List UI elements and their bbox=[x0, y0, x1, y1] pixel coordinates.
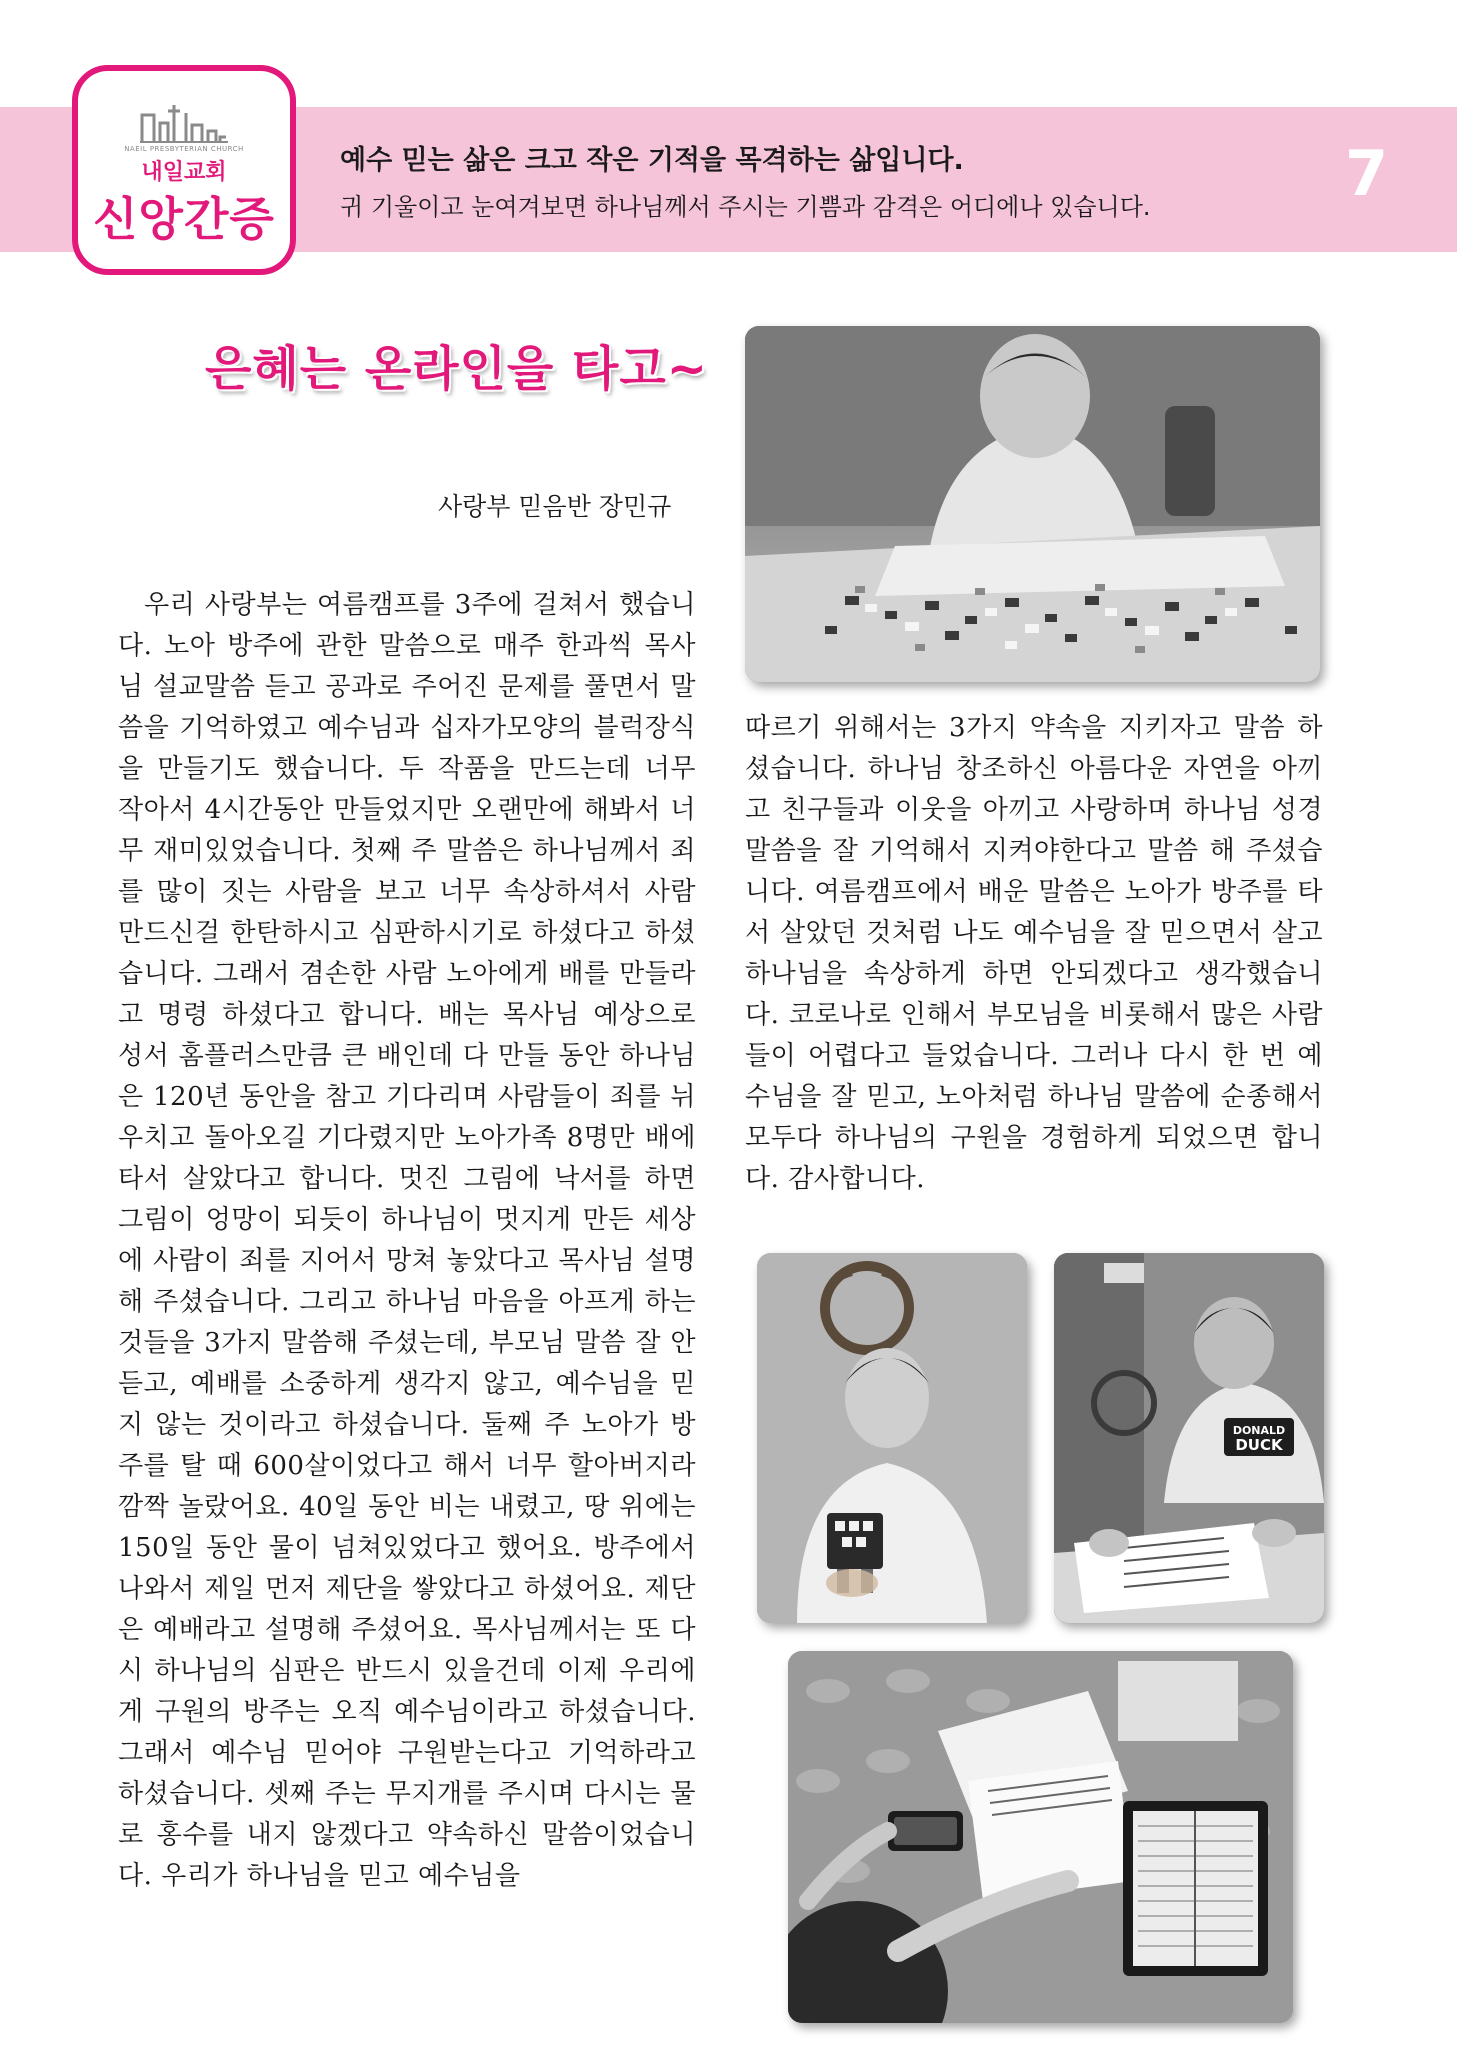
header-subline: 귀 기울이고 눈여겨보면 하나님께서 주시는 기쁨과 감격은 어디에나 있습니다. bbox=[340, 193, 1151, 221]
section-name: 신앙간증 bbox=[93, 192, 275, 246]
page-number: 7 bbox=[1345, 137, 1389, 210]
article-byline: 사랑부 믿음반 장민규 bbox=[438, 492, 672, 521]
photo-holding-craft bbox=[757, 1253, 1027, 1623]
photo-block-building bbox=[745, 326, 1320, 682]
article-title: 은혜는 온라인을 타고~ bbox=[205, 341, 708, 397]
shirt-print-line2: DUCK bbox=[1235, 1436, 1283, 1454]
body-paragraph: 우리 사랑부는 여름캠프를 3주에 걸쳐서 했습니다. 노아 방주에 관한 말씀으로 매주 한과씩 목사님 설교말씀 듣고 공과로 주어진 문제를 풀면서 말씀을 기억하였고 예수님과 십자가모양의 블럭장식을 만들기도 했습니다. 두 작품을 만드는데 너무 작아서 4시간동안 만들었지만 오랜만에 해봐서 너무 재미있었습니다. 첫째 주 말씀은 하나님께서 죄를 많이 짓는 사람을 보고 너무 속상하셔서 사람 만드신걸 한탄하시고 심판하시기로 하셨다고 하셨습니다. 그래서 겸손한 사람 노아에게 배를 만들라고 명령 하셨다고 합니다. 배는 목사님 예상으로 성서 홈플러스만큼 큰 배인데 다 만들 동안 하나님은 120년 동안을 참고 기다리며 사람들이 죄를 뉘우치고 돌아오길 기다렸지만 노아가족 8명만 배에 타서 살았다고 합니다. 멋진 그림에 낙서를 하면 그림이 엉망이 되듯이 하나님이 멋지게 만든 세상에 사람이 죄를 지어서 망쳐 놓았다고 목사님 설명해 주셨습니다. 그리고 하나님 마음을 아프게 하는 것들을 3가지 말씀해 주셨는데, 부모님 말씀 잘 안 듣고, 예배를 소중하게 생각지 않고, 예수님을 믿지 않는 것이라고 하셨습니다. 둘째 주 노아가 방주를 탈 때 600살이었다고 해서 너무 할아버지라 깜짝 놀랐어요. 40일 동안 비는 내렸고, 땅 위에는 150일 동안 물이 넘쳐있었다고 했어요. 방주에서 나와서 제일 먼저 제단을 쌓았다고 하셨어요. 제단은 예배라고 설명해 주셨어요. 목사님께서는 또 다시 하나님의 심판은 반드시 있을건데 이제 우리에게 구원의 방주는 오직 예수님이라고 하셨습니다. 그래서 예수님 믿어야 구원받는다고 기억하라고 하셨습니다. 셋째 주는 무지개를 주시며 다시는 물로 홍수를 내지 않겠다고 약속하신 말씀이었습니다. 우리가 하나님을 믿고 예수님을 bbox=[118, 590, 696, 1891]
article-body-left bbox=[118, 585, 696, 1897]
church-skyline-icon bbox=[140, 101, 228, 143]
shirt-print-line1: DONALD bbox=[1232, 1424, 1286, 1437]
section-logo bbox=[72, 65, 296, 275]
church-name: 내일교회 bbox=[141, 160, 227, 185]
header-headline: 예수 믿는 삶은 크고 작은 기적을 목격하는 삶입니다. bbox=[340, 145, 964, 176]
photo-bible-study bbox=[788, 1651, 1293, 2023]
body-paragraph: 따르기 위해서는 3가지 약속을 지키자고 말씀 하셨습니다. 하나님 창조하신 아름다운 자연을 아끼고 친구들과 이웃을 아끼고 사랑하며 하나님 성경말씀을 잘 기억해서 지켜야한다고 말씀 해 주셨습니다. 여름캠프에서 배운 말씀은 노아가 방주를 타서 살았던 것처럼 나도 예수님을 잘 믿으면서 살고 하나님을 속상하게 하면 안되겠다고 생각했습니다. 코로나로 인해서 부모님을 비롯해서 많은 사람들이 어렵다고 들었습니다. 그러나 다시 한 번 예수님을 잘 믿고, 노아처럼 하나님 말씀에 순종해서 모두다 하나님의 구원을 경험하게 되었으면 합니다. 감사합니다. bbox=[745, 713, 1323, 1194]
logo-subtitle: NAEIL PRESBYTERIAN CHURCH bbox=[124, 145, 244, 153]
photo-writing bbox=[1054, 1253, 1324, 1623]
article-body-right bbox=[745, 708, 1323, 1200]
